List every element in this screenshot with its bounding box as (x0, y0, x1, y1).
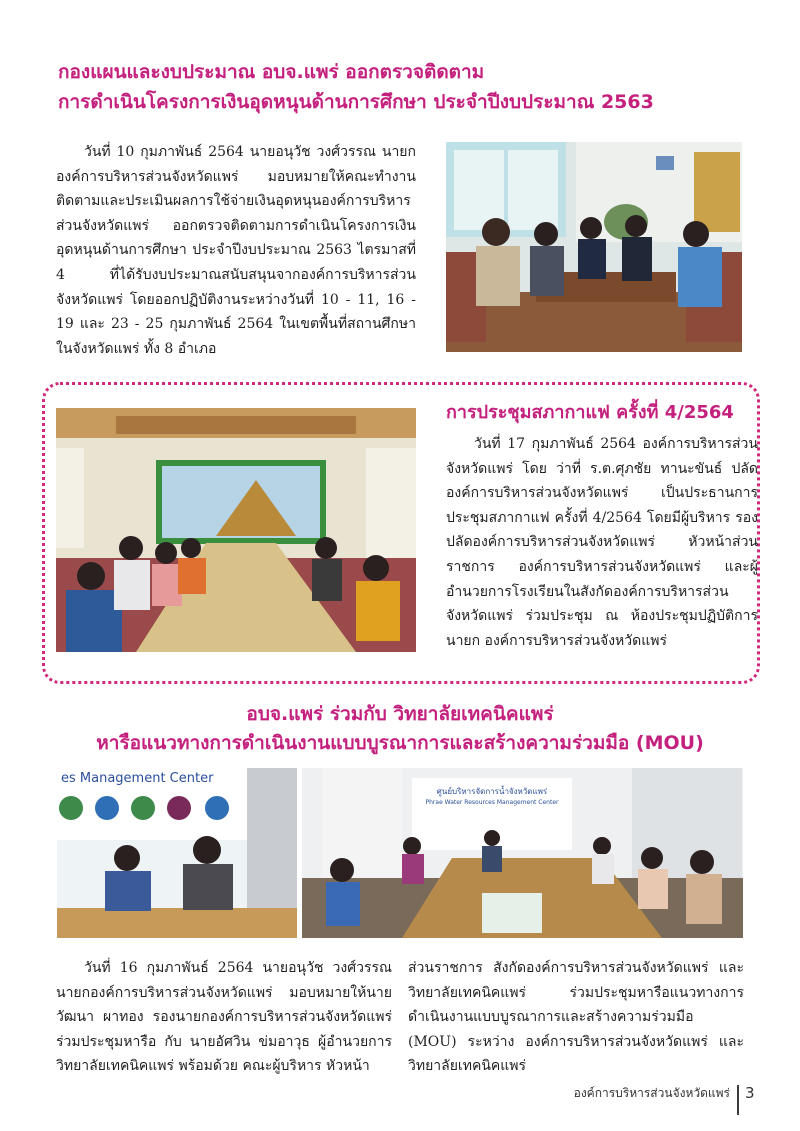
office-meeting-illustration (446, 142, 742, 352)
article2-text: วันที่ 17 กุมภาพันธ์ 2564 องค์การบริหารส่วนจังหวัดแพร่ โดย ว่าที่ ร.ต.ศุภชัย ทานะขันธ์ ปลัดองค์การบริหารส่วนจังหวัดแพร่ เป็นประธานการประชุมสภากาแฟ ครั้งที่ 4/2564 โดยมีผู้บริหาร รองปลัดองค์การบริหารส่วนจังหวัดแพร่ หัวหน้าส่วนราชการ องค์การบริหารส่วนจังหวัดแพร่ และผู้อำนวยการโรงเรียนในสังกัดองค์การบริหารส่วนจังหวัดแพร่ ร่วมประชุม ณ ห้องประชุมปฏิบัติการนายก องค์การบริหารส่วนจังหวัดแพร่ (446, 436, 758, 649)
photo-coffee-meeting (56, 408, 416, 652)
photo-mou-meeting (302, 768, 743, 938)
article3-title-line2: หารือแนวทางการดำเนินงานแบบบูรณาการและสร้างความร่วมมือ (MOU) (96, 732, 704, 754)
article3-title-line1: อบจ.แพร่ ร่วมกับ วิทยาลัยเทคนิคแพร่ (246, 703, 554, 725)
article1-body (56, 140, 416, 361)
photo-mou-speaker (57, 768, 297, 938)
footer-org: องค์การบริหารส่วนจังหวัดแพร่ (573, 1086, 730, 1100)
article3-body-left (56, 956, 392, 1079)
headline-line2: การดำเนินโครงการเงินอุดหนุนด้านการศึกษา ประจำปีงบประมาณ 2563 (58, 91, 654, 113)
article2-title: การประชุมสภากาแฟ ครั้งที่ 4/2564 (446, 402, 734, 423)
coffee-meeting-illustration (56, 408, 416, 652)
article1-text: วันที่ 10 กุมภาพันธ์ 2564 นายอนุวัช วงศ์วรรณ นายกองค์การบริหารส่วนจังหวัดแพร่ มอบหมายให้คณะทำงานติดตามและประเมินผลการใช้จ่ายเงินอุดหนุนองค์การบริหารส่วนจังหวัดแพร่ ออกตรวจติดตามการดำเนินโครงการเงินอุดหนุนด้านการศึกษา ประจำปีงบประมาณ 2563 ไตรมาสที่ 4 ที่ได้รับงบประมาณสนับสนุนจากองค์การบริหารส่วนจังหวัดแพร่ โดยออกปฏิบัติงานระหว่างวันที่ 10 - 11, 16 - 19 และ 23 - 25 กุมภาพันธ์ 2564 ในเขตพื้นที่สถานศึกษาในจังหวัดแพร่ ทั้ง 8 อำเภอ (56, 144, 416, 357)
mou-banner-left-text: es Management Center (61, 771, 214, 786)
photo-office-meeting (446, 142, 742, 352)
mou-banner-right-th: ศูนย์บริหารจัดการน้ำจังหวัดแพร่ (436, 787, 548, 796)
headline-line1: กองแผนและงบประมาณ อบจ.แพร่ ออกตรวจติดตาม (58, 61, 485, 83)
page-number: 3 (745, 1084, 755, 1102)
mou-meeting-illustration (302, 768, 743, 938)
mou-speaker-illustration (57, 768, 297, 938)
footer-divider (737, 1085, 739, 1115)
article3-text-left: วันที่ 16 กุมภาพันธ์ 2564 นายอนุวัช วงศ์วรรณ นายกองค์การบริหารส่วนจังหวัดแพร่ มอบหมายให้นายวัฒนา ผาทอง รองนายกองค์การบริหารส่วนจังหวัดแพร่ ร่วมประชุมหารือ กับ นายอัศวิน ข่มอาวุธ ผู้อำนวยการวิทยาลัยเทคนิคแพร่ พร้อมด้วย คณะผู้บริหาร หัวหน้า (56, 960, 392, 1075)
article3-body-right: ส่วนราชการ สังกัดองค์การบริหารส่วนจังหวัดแพร่ และ วิทยาลัยเทคนิคแพร่ ร่วมประชุมหารือแนวทางการดำเนินงานแบบบูรณาการและสร้างความร่วมมือ (MOU) ระหว่าง องค์การบริหารส่วนจังหวัดแพร่ และวิทยาลัยเทคนิคแพร่ (408, 960, 744, 1075)
mou-banner-right-en: Phrae Water Resources Management Center (425, 799, 559, 806)
article2-body (446, 432, 758, 653)
